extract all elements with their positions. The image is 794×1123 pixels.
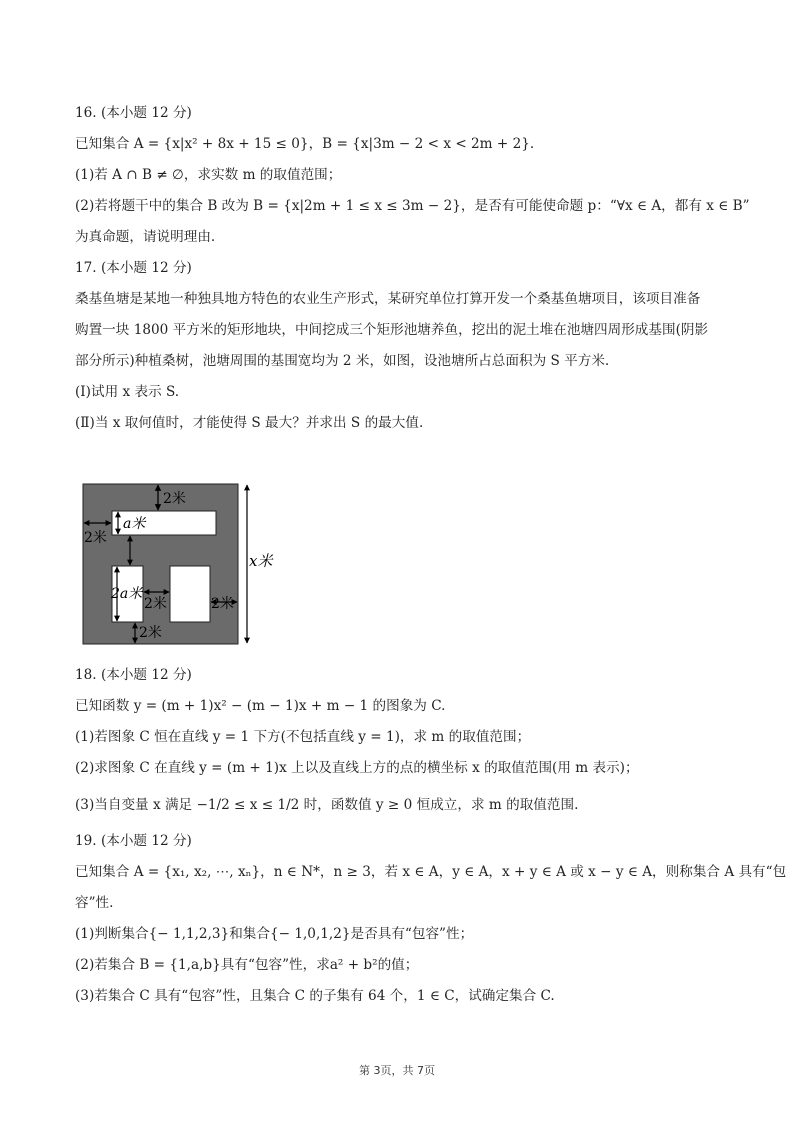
land-shaded-area [83,484,238,644]
dim-bottom-label: 2米 [139,625,162,641]
q17-part1: (Ⅰ)试用 x 表示 S. [75,384,180,400]
q16-part1: (1)若 A ∩ B ≠ ∅，求实数 m 的取值范围； [75,167,342,183]
q18-header: 18. (本小题 12 分) [75,667,192,683]
dim-a-label: a米 [123,516,146,532]
q16-part2-cont: 为真命题，请说明理由. [75,229,216,245]
dim-top-label: 2米 [163,491,186,507]
page-footer: 第 3页，共 7页 [359,1064,435,1077]
q19-header: 19. (本小题 12 分) [75,833,192,849]
q19-part1: (1)判断集合{− 1,1,2,3}和集合{− 1,0,1,2}是否具有“包容”性； [75,926,474,942]
q19-part3: (3)若集合 C 具有“包容”性，且集合 C 的子集有 64 个，1 ∈ C，试确定集合 C. [75,988,555,1004]
q17-stem-2: 购置一块 1800 平方米的矩形地块，中间挖成三个矩形池塘养鱼，挖出的泥土堆在池塘四周形成基围(阴影 [75,322,709,338]
dim-2a-label: 2a米 [111,586,143,602]
q19-stem-2: 容”性. [75,895,114,911]
q17-part2: (Ⅱ)当 x 取何值时，才能使得 S 最大？并求出 S 的最大值. [75,415,424,431]
q18-stem: 已知函数 y = (m + 1)x² − (m − 1)x + m − 1 的图象为 C. [75,698,446,714]
fish-pond-figure [78,480,278,650]
q16-stem: 已知集合 A = {x|x² + 8x + 15 ≤ 0}，B = {x|3m − 2 < x < 2m + 2}. [75,136,535,152]
q17-header: 17. (本小题 12 分) [75,260,192,276]
q18-part3: (3)当自变量 x 满足 −1/2 ≤ x ≤ 1/2 时，函数值 y ≥ 0 恒成立，求 m 的取值范围. [75,797,579,813]
dim-right-label: 2米 [211,596,234,612]
q16-part2: (2)若将题干中的集合 B 改为 B = {x|2m + 1 ≤ x ≤ 3m − 2}，是否有可能使命题 p：“∀x ∈ A，都有 x ∈ B” [75,198,750,214]
dim-left-label: 2米 [84,530,107,546]
q18-part2: (2)求图象 C 在直线 y = (m + 1)x 上以及直线上方的点的横坐标 x 的取值范围(用 m 表示)； [75,760,639,776]
q17-stem-1: 桑基鱼塘是某地一种独具地方特色的农业生产形式，某研究单位打算开发一个桑基鱼塘项目，该项目准备 [75,291,701,307]
q17-stem-3: 部分所示)种植桑树，池塘周围的基围宽均为 2 米，如图，设池塘所占总面积为 S 平方米. [75,353,610,369]
q19-stem-1: 已知集合 A = {x₁, x₂, ⋯, xₙ}，n ∈ N*，n ≥ 3，若 x ∈ A，y ∈ A，x + y ∈ A 或 x − y ∈ A，则称集合 A 具有“包 [75,864,787,880]
pond-lower-right [170,566,210,622]
dim-mid-label: 2米 [144,596,167,612]
q19-part2: (2)若集合 B = {1,a,b}具有“包容”性，求a² + b²的值； [75,957,419,973]
fish-pond-diagram [78,480,278,650]
dim-x-label: x米 [249,552,273,570]
q16-header: 16. (本小题 12 分) [75,105,192,121]
q18-part1: (1)若图象 C 恒在直线 y = 1 下方(不包括直线 y = 1)，求 m 的取值范围； [75,729,531,745]
